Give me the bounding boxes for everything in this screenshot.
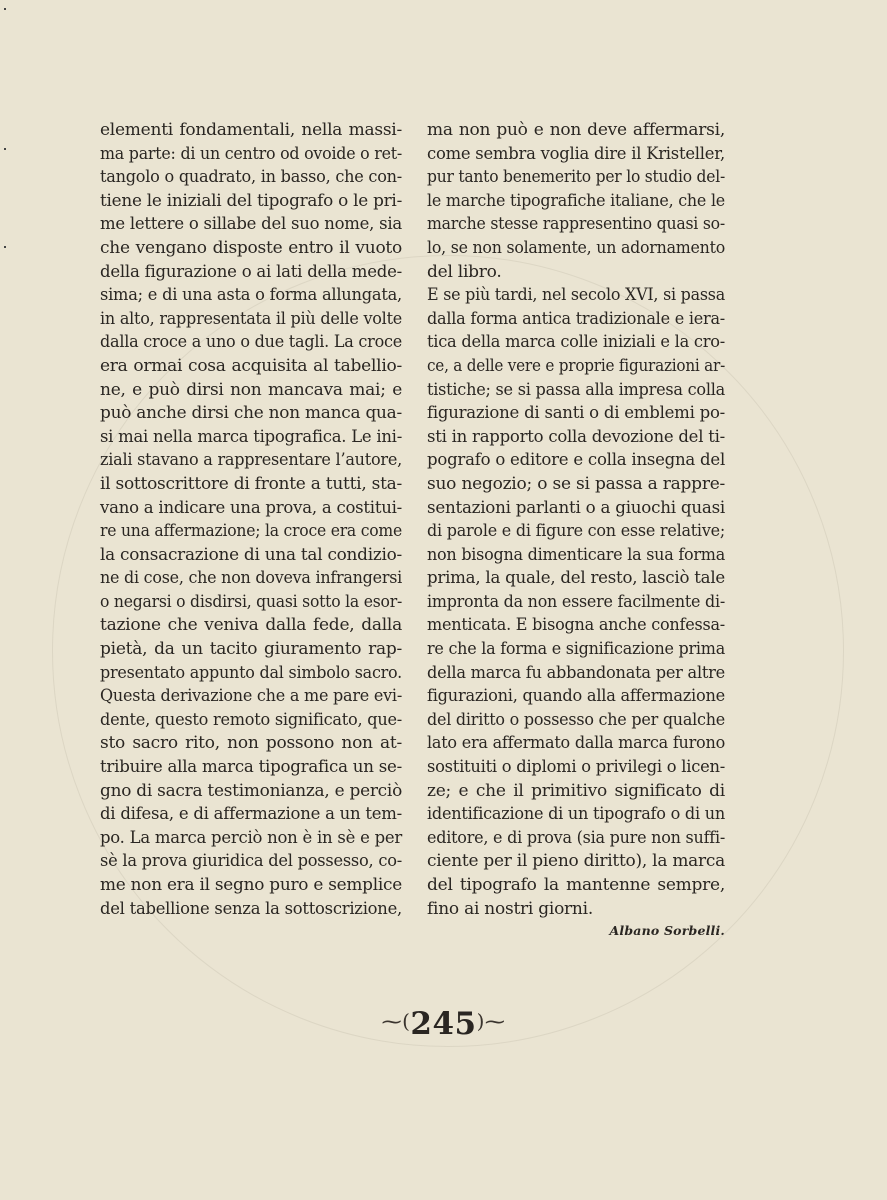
text-line: ne, e può dirsi non mancava mai; e <box>100 379 402 400</box>
text-line: tica della marca colle iniziali e la cro- <box>427 332 726 353</box>
text-line: me lettere o sillabe del suo nome, sia <box>100 214 402 235</box>
text-line: sè la prova giuridica del possesso, co- <box>100 851 402 872</box>
edge-mark <box>4 148 6 150</box>
text-line: come sembra voglia dire il Kristeller, <box>427 143 725 164</box>
text-line: lato era affermato dalla marca furono <box>427 733 726 754</box>
text-line: si mai nella marca tipografica. Le ini- <box>100 426 403 447</box>
text-line: sto sacro rito, non possono non at- <box>100 733 402 754</box>
text-line: ziali stavano a rappresentare l’autore, <box>100 450 402 471</box>
edge-mark <box>4 246 6 248</box>
text-line: pietà, da un tacito giuramento rap- <box>100 639 402 660</box>
text-column-left <box>100 119 402 921</box>
text-line: tiene le iniziali del tipografo o le pri- <box>100 190 403 211</box>
text-line: la consacrazione di una tal condizio- <box>100 544 402 565</box>
text-line: tistiche; se si passa alla impresa colla <box>427 379 726 400</box>
text-line: del tabellione senza la sottoscrizione, <box>100 898 402 919</box>
text-line: pur tanto benemerito per lo studio del- <box>427 167 725 188</box>
text-line: po. La marca perciò non è in sè e per <box>100 827 403 848</box>
text-line: tangolo o quadrato, in basso, che con- <box>100 167 402 188</box>
text-line: Questa derivazione che a me pare evi- <box>100 686 402 707</box>
text-line: ne di cose, che non doveva infrangersi <box>100 568 402 589</box>
text-line: ce, a delle vere e proprie figurazioni ar- <box>427 355 725 376</box>
text-line: menticata. E bisogna anche confessa- <box>427 615 725 636</box>
text-line: della marca fu abbandonata per altre <box>427 662 726 683</box>
page-number-ornament-left: ⁓( <box>381 1009 411 1033</box>
text-line: dalla forma antica tradizionale e iera- <box>427 308 725 329</box>
text-line: può anche dirsi che non manca qua- <box>100 403 402 424</box>
text-line: identificazione di un tipografo o di un <box>427 804 725 825</box>
text-line: me non era il segno puro e semplice <box>100 875 402 895</box>
text-line: il sottoscrittore di fronte a tutti, sta- <box>100 473 403 494</box>
text-line: tribuire alla marca tipografica un se- <box>100 757 402 778</box>
text-line: di parole e di figure con esse relative; <box>427 521 725 542</box>
text-column-right <box>427 119 725 921</box>
text-line: era ormai cosa acquisita al tabellio- <box>100 355 402 376</box>
text-line: dalla croce a uno o due tagli. La croce <box>100 332 403 353</box>
text-line: suo negozio; o se si passa a rappre- <box>427 473 725 494</box>
edge-mark <box>4 8 6 10</box>
page-number-value: 245 <box>410 1006 477 1042</box>
text-line: non bisogna dimenticare la sua forma <box>427 544 725 565</box>
text-line: di difesa, e di affermazione a un tem- <box>100 804 402 825</box>
text-line: che vengano disposte entro il vuoto <box>100 237 402 258</box>
text-line: in alto, rappresentata il più delle volte <box>100 308 403 329</box>
text-line: ze; e che il primitivo significato di <box>427 780 725 801</box>
text-line: prima, la quale, del resto, lasciò tale <box>427 568 725 589</box>
text-line: della figurazione o ai lati della mede- <box>100 261 402 282</box>
text-line: sima; e di una asta o forma allungata, <box>100 285 402 306</box>
text-line: presentato appunto dal simbolo sacro. <box>100 662 402 683</box>
text-line: lo, se non solamente, un adornamento <box>427 237 725 258</box>
text-line: vano a indicare una prova, a costitui- <box>100 497 403 518</box>
text-line: fino ai nostri giorni. <box>427 898 593 919</box>
text-line: sostituiti o diplomi o privilegi o licen- <box>427 757 726 778</box>
text-line: figurazioni, quando alla affermazione <box>427 686 725 707</box>
text-line: gno di sacra testimonianza, e perciò <box>100 780 402 801</box>
text-line: ciente per il pieno diritto), la marca <box>427 851 726 872</box>
text-line: pografo o editore e colla insegna del <box>427 450 725 471</box>
text-line: del tipografo la mantenne sempre, <box>427 875 725 895</box>
text-line: re una affermazione; la croce era come <box>100 521 402 542</box>
text-line: impronta da non essere facilmente di- <box>427 591 726 612</box>
text-line: re che la forma e significazione prima <box>427 639 725 660</box>
text-line: editore, e di prova (sia pure non suffi- <box>427 827 725 848</box>
author-signature: Albano Sorbelli. <box>609 923 725 938</box>
page-number-ornament-right: )⁓ <box>476 1009 506 1033</box>
text-line: marche stesse rappresentino quasi so- <box>427 214 725 235</box>
text-line: dente, questo remoto significato, que- <box>100 709 402 730</box>
text-line: E se più tardi, nel secolo XVI, si passa <box>427 285 725 306</box>
text-line: del diritto o possesso che per qualche <box>427 709 726 730</box>
text-line: sti in rapporto colla devozione del ti- <box>427 426 726 447</box>
text-line: le marche tipografiche italiane, che le <box>427 190 725 211</box>
text-line: figurazione di santi o di emblemi po- <box>427 403 726 424</box>
text-line: ma non può e non deve affermarsi, <box>427 120 725 140</box>
text-line: ma parte: di un centro od ovoide o ret- <box>100 143 403 164</box>
text-line: sentazioni parlanti o a giuochi quasi <box>427 497 725 518</box>
page-number <box>0 1006 887 1042</box>
text-line: o negarsi o disdirsi, quasi sotto la esor- <box>100 591 403 612</box>
text-line: del libro. <box>427 261 502 282</box>
text-line: elementi fondamentali, nella massi- <box>100 120 402 140</box>
text-line: tazione che veniva dalla fede, dalla <box>100 615 402 636</box>
